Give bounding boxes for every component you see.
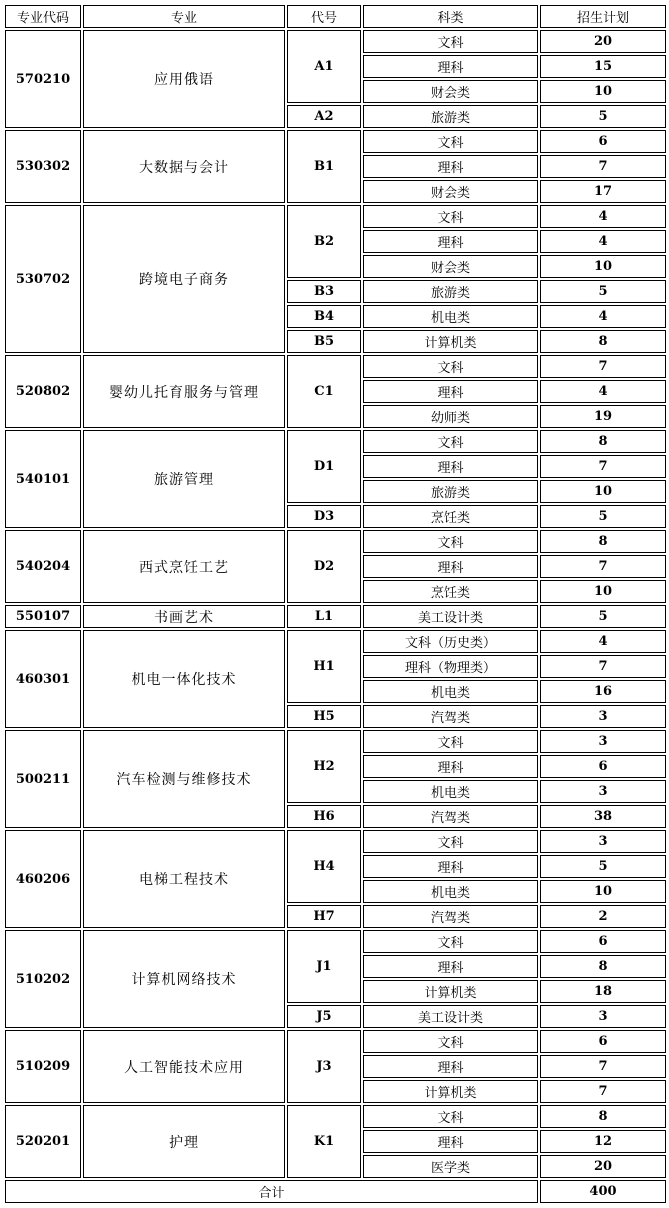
plan-cell: 3 — [540, 730, 666, 753]
category-cell: 文科 — [363, 1105, 538, 1128]
major-name-cell: 跨境电子商务 — [83, 205, 285, 353]
category-cell: 机电类 — [363, 305, 538, 328]
category-cell: 理科 — [363, 155, 538, 178]
category-cell: 旅游类 — [363, 280, 538, 303]
category-cell: 计算机类 — [363, 330, 538, 353]
plan-cell: 4 — [540, 305, 666, 328]
category-cell: 机电类 — [363, 880, 538, 903]
plan-cell: 3 — [540, 1005, 666, 1028]
category-cell: 汽驾类 — [363, 905, 538, 928]
plan-cell: 5 — [540, 855, 666, 878]
major-code-cell: 550107 — [5, 605, 81, 628]
table-row — [5, 1105, 666, 1128]
category-cell: 财会类 — [363, 255, 538, 278]
header-category: 科类 — [363, 5, 538, 28]
category-cell: 汽驾类 — [363, 705, 538, 728]
category-cell: 文科 — [363, 730, 538, 753]
category-cell: 烹饪类 — [363, 505, 538, 528]
table-row — [5, 730, 666, 753]
category-cell: 机电类 — [363, 680, 538, 703]
table-row — [5, 530, 666, 553]
group-code-cell: B1 — [287, 130, 361, 203]
table-row — [5, 30, 666, 53]
category-cell: 理科 — [363, 455, 538, 478]
major-code-cell: 510202 — [5, 930, 81, 1028]
plan-cell: 6 — [540, 1030, 666, 1053]
major-code-cell: 510209 — [5, 1030, 81, 1103]
major-code-cell: 460301 — [5, 630, 81, 728]
major-name-cell: 书画艺术 — [83, 605, 285, 628]
major-code-cell: 520802 — [5, 355, 81, 428]
plan-cell: 7 — [540, 655, 666, 678]
group-code-cell: B4 — [287, 305, 361, 328]
table-row — [5, 355, 666, 378]
group-code-cell: D1 — [287, 430, 361, 503]
plan-cell: 10 — [540, 880, 666, 903]
category-cell: 旅游类 — [363, 480, 538, 503]
major-name-cell: 大数据与会计 — [83, 130, 285, 203]
plan-cell: 10 — [540, 580, 666, 603]
plan-cell: 19 — [540, 405, 666, 428]
group-code-cell: D3 — [287, 505, 361, 528]
category-cell: 机电类 — [363, 780, 538, 803]
category-cell: 文科 — [363, 1030, 538, 1053]
plan-cell: 8 — [540, 1105, 666, 1128]
category-cell: 财会类 — [363, 80, 538, 103]
table-row — [5, 930, 666, 953]
major-code-cell: 530702 — [5, 205, 81, 353]
major-name-cell: 机电一体化技术 — [83, 630, 285, 728]
group-code-cell: H1 — [287, 630, 361, 703]
major-name-cell: 护理 — [83, 1105, 285, 1178]
category-cell: 文科 — [363, 30, 538, 53]
category-cell: 旅游类 — [363, 105, 538, 128]
category-cell: 文科 — [363, 930, 538, 953]
plan-cell: 5 — [540, 505, 666, 528]
plan-cell: 8 — [540, 530, 666, 553]
group-code-cell: B5 — [287, 330, 361, 353]
total-label: 合计 — [5, 1180, 538, 1203]
total-row — [5, 1180, 666, 1203]
major-code-cell: 500211 — [5, 730, 81, 828]
category-cell: 医学类 — [363, 1155, 538, 1178]
category-cell: 文科 — [363, 355, 538, 378]
plan-cell: 8 — [540, 330, 666, 353]
plan-cell: 16 — [540, 680, 666, 703]
category-cell: 文科（历史类） — [363, 630, 538, 653]
category-cell: 文科 — [363, 830, 538, 853]
plan-cell: 20 — [540, 1155, 666, 1178]
group-code-cell: H5 — [287, 705, 361, 728]
category-cell: 计算机类 — [363, 1080, 538, 1103]
plan-cell: 10 — [540, 255, 666, 278]
plan-cell: 5 — [540, 105, 666, 128]
category-cell: 理科 — [363, 55, 538, 78]
table-row — [5, 205, 666, 228]
plan-cell: 17 — [540, 180, 666, 203]
major-name-cell: 汽车检测与维修技术 — [83, 730, 285, 828]
major-name-cell: 人工智能技术应用 — [83, 1030, 285, 1103]
major-code-cell: 520201 — [5, 1105, 81, 1178]
category-cell: 理科 — [363, 955, 538, 978]
major-name-cell: 旅游管理 — [83, 430, 285, 528]
table-row — [5, 830, 666, 853]
group-code-cell: H7 — [287, 905, 361, 928]
group-code-cell: B3 — [287, 280, 361, 303]
plan-cell: 8 — [540, 955, 666, 978]
group-code-cell: L1 — [287, 605, 361, 628]
major-code-cell: 460206 — [5, 830, 81, 928]
group-code-cell: H6 — [287, 805, 361, 828]
category-cell: 烹饪类 — [363, 580, 538, 603]
category-cell: 文科 — [363, 430, 538, 453]
group-code-cell: H2 — [287, 730, 361, 803]
major-code-cell: 540101 — [5, 430, 81, 528]
group-code-cell: A2 — [287, 105, 361, 128]
table-row — [5, 1030, 666, 1053]
major-name-cell: 西式烹饪工艺 — [83, 530, 285, 603]
major-code-cell: 530302 — [5, 130, 81, 203]
group-code-cell: J5 — [287, 1005, 361, 1028]
category-cell: 理科 — [363, 755, 538, 778]
category-cell: 理科 — [363, 230, 538, 253]
plan-cell: 18 — [540, 980, 666, 1003]
header-major-code: 专业代码 — [5, 5, 81, 28]
category-cell: 文科 — [363, 205, 538, 228]
major-name-cell: 计算机网络技术 — [83, 930, 285, 1028]
major-name-cell: 电梯工程技术 — [83, 830, 285, 928]
table-row — [5, 130, 666, 153]
plan-cell: 6 — [540, 130, 666, 153]
plan-cell: 3 — [540, 830, 666, 853]
category-cell: 美工设计类 — [363, 605, 538, 628]
plan-cell: 7 — [540, 555, 666, 578]
plan-cell: 4 — [540, 230, 666, 253]
major-code-cell: 540204 — [5, 530, 81, 603]
plan-cell: 5 — [540, 280, 666, 303]
category-cell: 计算机类 — [363, 980, 538, 1003]
table-body — [5, 30, 666, 1178]
plan-cell: 7 — [540, 155, 666, 178]
category-cell: 美工设计类 — [363, 1005, 538, 1028]
header-row — [5, 5, 666, 28]
total-value: 400 — [540, 1180, 666, 1203]
group-code-cell: A1 — [287, 30, 361, 103]
plan-cell: 7 — [540, 1055, 666, 1078]
plan-cell: 10 — [540, 80, 666, 103]
plan-cell: 7 — [540, 455, 666, 478]
plan-cell: 6 — [540, 755, 666, 778]
plan-cell: 4 — [540, 630, 666, 653]
category-cell: 理科 — [363, 380, 538, 403]
plan-cell: 20 — [540, 30, 666, 53]
plan-cell: 5 — [540, 605, 666, 628]
plan-cell: 12 — [540, 1130, 666, 1153]
group-code-cell: B2 — [287, 205, 361, 278]
plan-cell: 10 — [540, 480, 666, 503]
plan-cell: 8 — [540, 430, 666, 453]
category-cell: 财会类 — [363, 180, 538, 203]
category-cell: 幼师类 — [363, 405, 538, 428]
table-row — [5, 605, 666, 628]
major-name-cell: 应用俄语 — [83, 30, 285, 128]
group-code-cell: D2 — [287, 530, 361, 603]
plan-cell: 3 — [540, 705, 666, 728]
plan-cell: 2 — [540, 905, 666, 928]
plan-cell: 38 — [540, 805, 666, 828]
enrollment-plan-table — [3, 3, 668, 1205]
group-code-cell: J1 — [287, 930, 361, 1003]
plan-cell: 7 — [540, 355, 666, 378]
group-code-cell: K1 — [287, 1105, 361, 1178]
category-cell: 理科 — [363, 1130, 538, 1153]
category-cell: 文科 — [363, 130, 538, 153]
group-code-cell: C1 — [287, 355, 361, 428]
table-row — [5, 630, 666, 653]
plan-cell: 3 — [540, 780, 666, 803]
header-group-code: 代号 — [287, 5, 361, 28]
category-cell: 理科（物理类） — [363, 655, 538, 678]
table-row — [5, 430, 666, 453]
plan-cell: 4 — [540, 205, 666, 228]
header-plan: 招生计划 — [540, 5, 666, 28]
plan-cell: 4 — [540, 380, 666, 403]
major-name-cell: 婴幼儿托育服务与管理 — [83, 355, 285, 428]
header-major: 专业 — [83, 5, 285, 28]
category-cell: 文科 — [363, 530, 538, 553]
category-cell: 汽驾类 — [363, 805, 538, 828]
category-cell: 理科 — [363, 1055, 538, 1078]
plan-cell: 15 — [540, 55, 666, 78]
category-cell: 理科 — [363, 855, 538, 878]
category-cell: 理科 — [363, 555, 538, 578]
major-code-cell: 570210 — [5, 30, 81, 128]
group-code-cell: H4 — [287, 830, 361, 903]
plan-cell: 6 — [540, 930, 666, 953]
group-code-cell: J3 — [287, 1030, 361, 1103]
plan-cell: 7 — [540, 1080, 666, 1103]
